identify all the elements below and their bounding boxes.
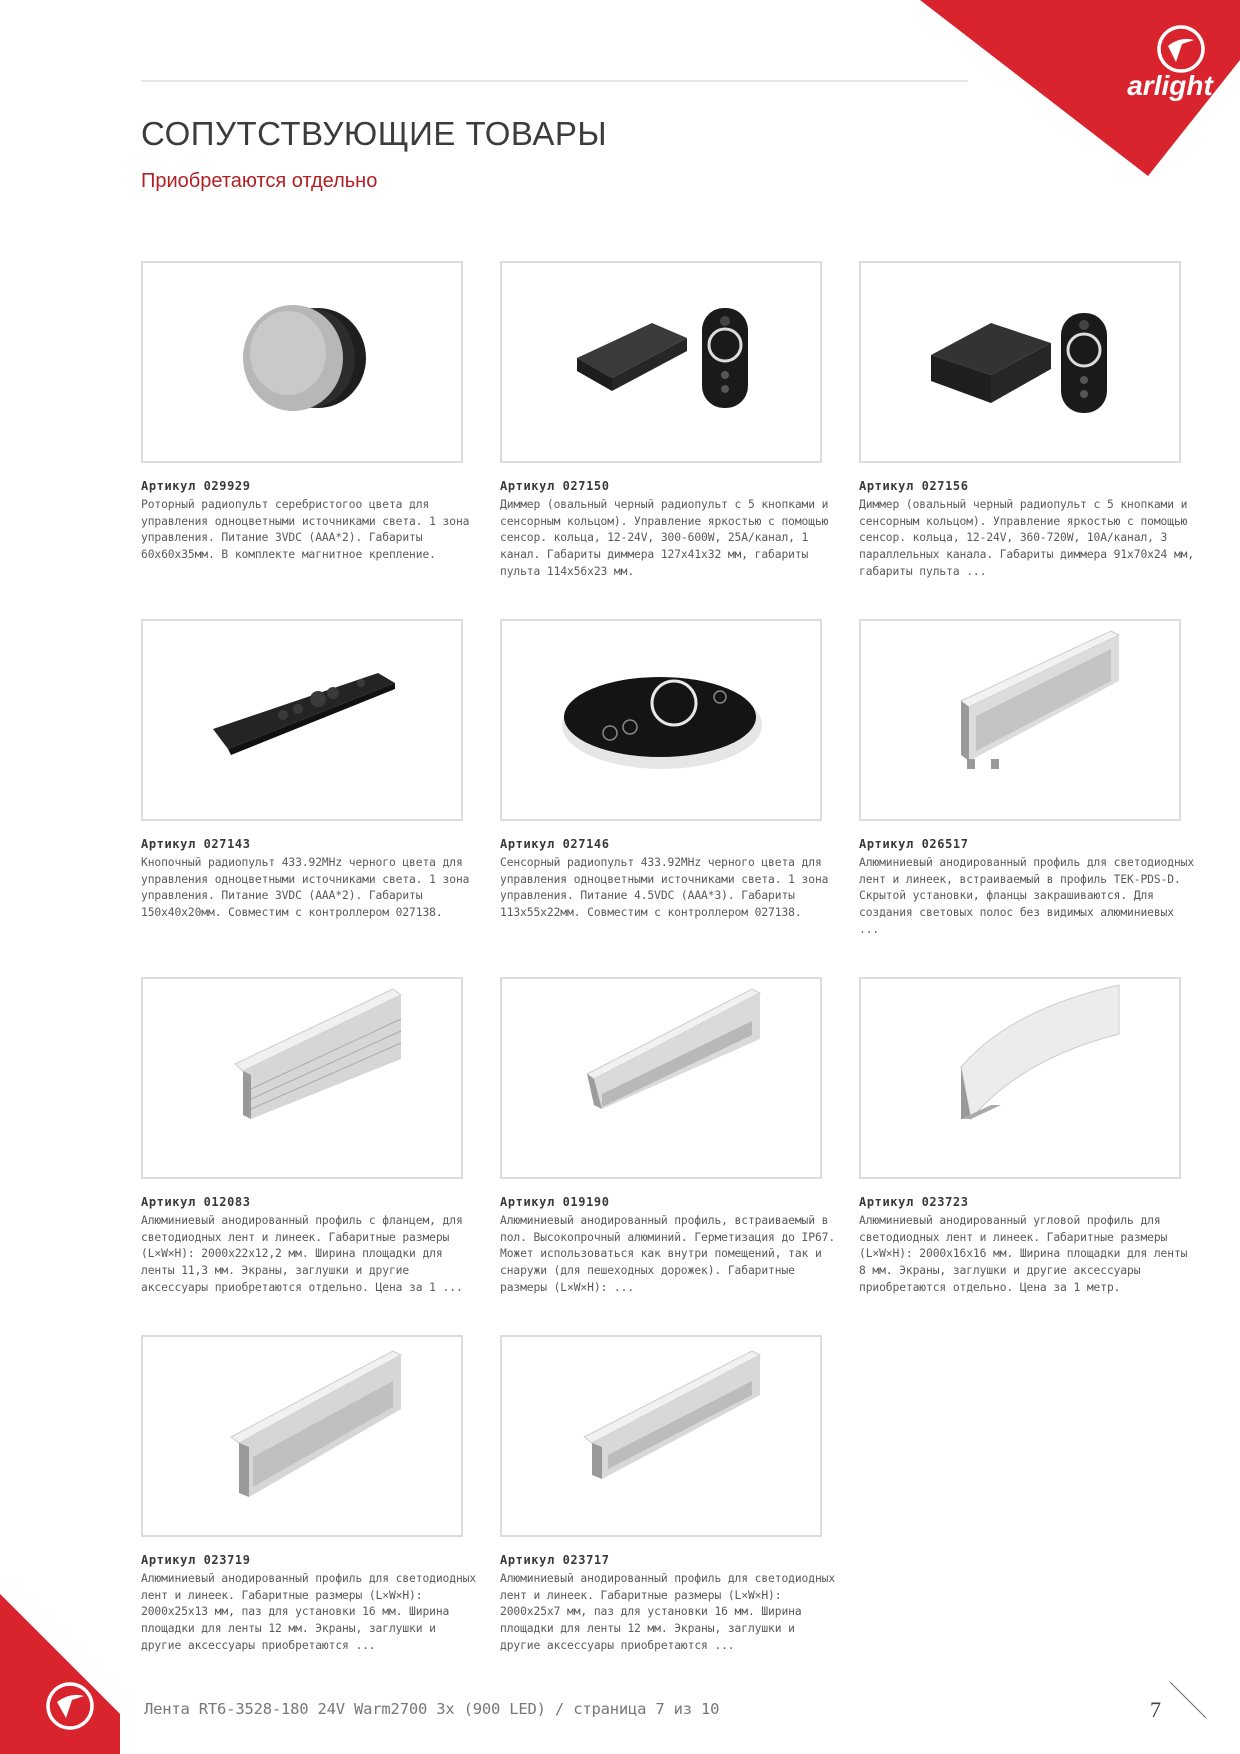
product-sku: Артикул 027156 (859, 479, 969, 493)
product-image (859, 977, 1181, 1179)
product-sku: Артикул 023719 (141, 1553, 251, 1567)
product-card[interactable] (141, 1335, 477, 1655)
product-card[interactable] (141, 619, 470, 922)
product-card[interactable] (859, 261, 1195, 581)
product-sku: Артикул 027143 (141, 837, 251, 851)
product-sku: Артикул 023723 (859, 1195, 969, 1209)
page-title: СОПУТСТВУЮЩИЕ ТОВАРЫ (141, 115, 608, 152)
page-number: 7 (1150, 1697, 1161, 1722)
footer-text: Лента RT6-3528-180 24V Warm2700 3x (900 LED) / страница 7 из 10 (144, 1700, 720, 1718)
product-description: Роторный радиопульт серебристогоо цвета для управления одноцветными источниками света. 1 зона управления. Питание 3VDC (AAA*2). Габариты 60x60x35мм. В комплекте магнитное крепление. (141, 498, 470, 562)
logo-text: arlight (1127, 70, 1213, 101)
product-image (500, 1335, 822, 1537)
product-sku: Артикул 023717 (500, 1553, 610, 1567)
product-sku: Артикул 027150 (500, 479, 610, 493)
brand-corner-footer (0, 1594, 120, 1754)
product-card[interactable] (141, 261, 470, 564)
product-description: Алюминиевый анодированный профиль для светодиодных лент и линеек. Габаритные размеры (L×W×H): 2000x25x13 мм, паз для установки 16 мм. Ширина площадки для ленты 12 мм. Экраны, заглушки и другие аксессуары приобретаются ... (141, 1572, 477, 1652)
product-card[interactable] (141, 977, 463, 1297)
brand-corner-logo (920, 0, 1240, 176)
product-image (141, 977, 463, 1179)
product-image (141, 261, 463, 463)
product-sku: Артикул 026517 (859, 837, 969, 851)
product-sku: Артикул 027146 (500, 837, 610, 851)
product-image (141, 619, 463, 821)
product-description: Алюминиевый анодированный профиль для светодиодных лент и линеек, встраиваемый в профиль TEK-PDS-D. Скрытой установки, фланцы закрашиваются. Для создания световых полос без видимых алюминиевых ... (859, 856, 1195, 936)
product-card[interactable] (500, 1335, 836, 1655)
product-image (141, 1335, 463, 1537)
product-card[interactable] (500, 619, 829, 922)
product-description: Алюминиевый анодированный профиль, встраиваемый в пол. Высокопрочный алюминий. Герметизация до IP67. Может использоваться как внутри помещений, так и снаружи (для пешеходных дорожек). Габаритные размеры (L×W×H): ... (500, 1214, 836, 1294)
product-description: Алюминиевый анодированный угловой профиль для светодиодных лент и линеек. Габаритные размеры (L×W×H): 2000x16x16 мм. Ширина площадки для ленты 8 мм. Экраны, заглушки и другие аксессуары приобретаются отдельно. Цена за 1 метр. (859, 1214, 1188, 1294)
product-card[interactable] (859, 619, 1195, 939)
product-card[interactable] (500, 977, 836, 1297)
product-card[interactable] (500, 261, 829, 581)
product-description: Кнопочный радиопульт 433.92MHz черного цвета для управления одноцветными источниками света. 1 зона управления. Питание 3VDC (AAA*2). Габариты 150x40x20мм. Совместим с контроллером 027138. (141, 856, 470, 920)
product-sku: Артикул 012083 (141, 1195, 251, 1209)
product-image (500, 261, 822, 463)
page-subtitle: Приобретаются отдельно (141, 170, 378, 192)
product-image (859, 619, 1181, 821)
product-description: Алюминиевый анодированный профиль с фланцем, для светодиодных лент и линеек. Габаритные размеры (L×W×H): 2000x22x12,2 мм. Ширина площадки для ленты 11,3 мм. Экраны, заглушки и другие аксессуары приобретаются отдельно. Цена за 1 ... (141, 1214, 463, 1294)
product-description: Сенсорный радиопульт 433.92MHz черного цвета для управления одноцветными источниками света. 1 зона управления. Питание 4.5VDC (AAA*3). Габариты 113x55x22мм. Совместим с контроллером 027138. (500, 856, 829, 920)
page-corner-mark (1168, 1680, 1208, 1720)
top-divider (141, 80, 968, 82)
product-image (859, 261, 1181, 463)
product-description: Диммер (овальный черный радиопульт с 5 кнопками и сенсорным кольцом). Управление яркостью с помощью сенсор. кольца, 12-24V, 300-600W, 25A/канал, 1 канал. Габариты диммера 127x41x32 мм, габариты пульта 114x56x23 мм. (500, 498, 829, 578)
product-description: Алюминиевый анодированный профиль для светодиодных лент и линеек. Габаритные размеры (L×W×H): 2000x25x7 мм, паз для установки 16 мм. Ширина площадки для ленты 12 мм. Экраны, заглушки и другие аксессуары приобретаются ... (500, 1572, 836, 1652)
product-sku: Артикул 029929 (141, 479, 251, 493)
product-image (500, 619, 822, 821)
product-description: Диммер (овальный черный радиопульт с 5 кнопками и сенсорным кольцом). Управление яркостью с помощью сенсор. кольца, 12-24V, 360-720W, 10A/канал, 3 параллельных канала. Габариты диммера 91x70x24 мм, габариты пульта ... (859, 498, 1195, 578)
product-image (500, 977, 822, 1179)
product-sku: Артикул 019190 (500, 1195, 610, 1209)
product-card[interactable] (859, 977, 1188, 1297)
